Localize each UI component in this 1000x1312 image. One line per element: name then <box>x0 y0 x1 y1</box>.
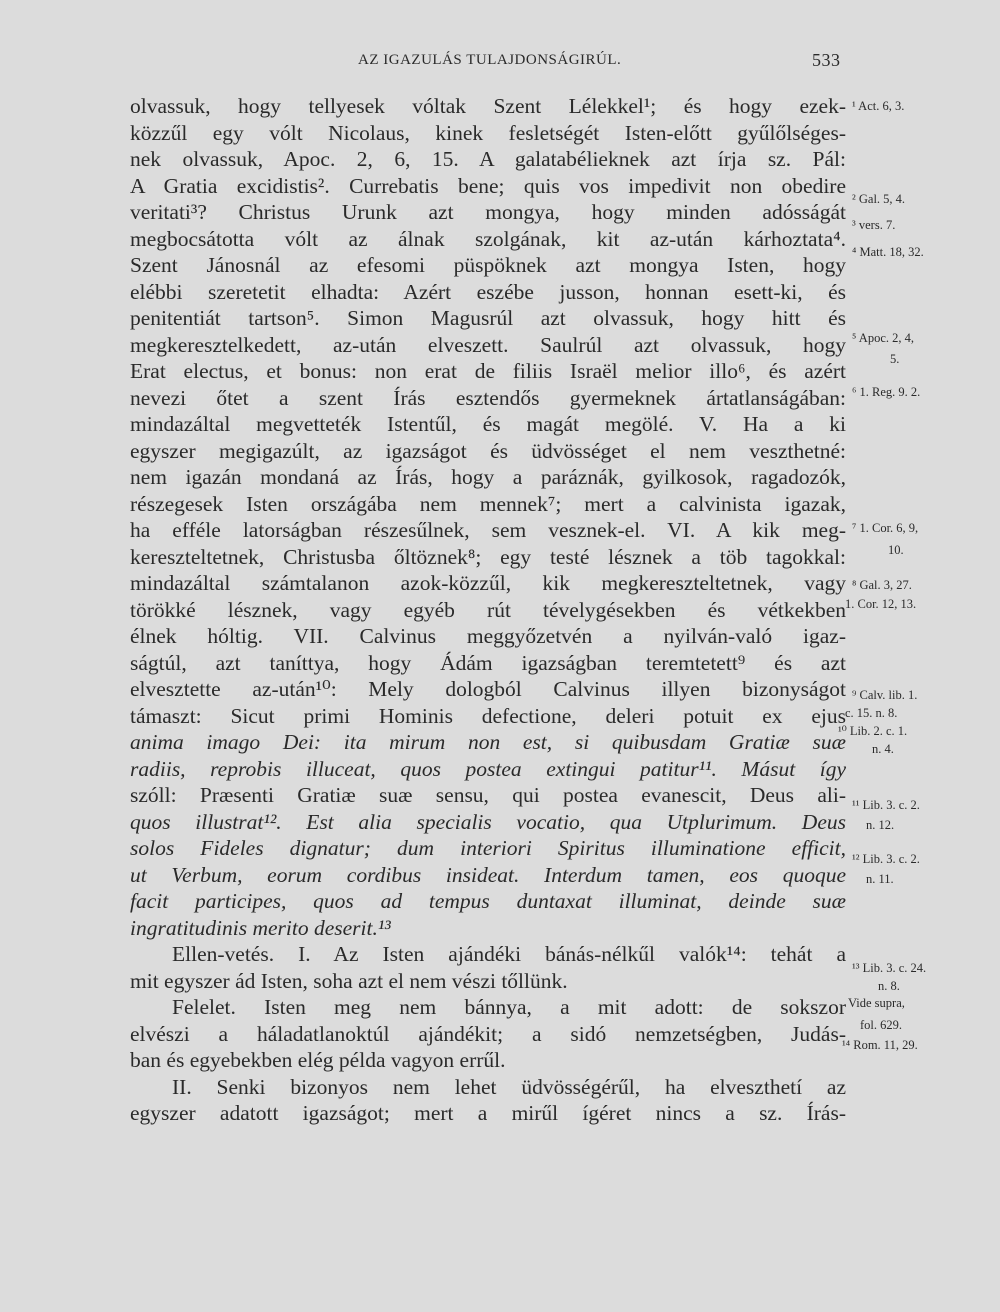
text-line: megbocsátotta vólt az álnak szolgának, kit az-után kárhoztata⁴. <box>130 226 846 251</box>
text-line: anima imago Dei: ita mirum non est, si quibusdam Gratiæ suæ <box>130 730 846 754</box>
margin-note: ³ vers. 7. <box>852 218 896 232</box>
page-number: 533 <box>812 50 841 70</box>
text-line: ban és egyebekben elég példa vagyon errűl. <box>130 1048 506 1072</box>
text-line: ut Verbum, eorum cordibus insideat. Interdum tamen, eos quoque <box>130 862 846 887</box>
running-header <box>0 46 1000 76</box>
text-line: solos Fideles dignatur; dum interiori Spiritus illuminatione efficit, <box>130 836 846 860</box>
text-line: facit participes, quos ad tempus duntaxat illuminat, deinde suæ <box>130 889 846 913</box>
text-line: egyszer adatott igazságot; mert a mirűl ígéret nincs a sz. Írás- <box>130 1101 846 1125</box>
margin-note: ⁹ Calv. lib. 1. <box>852 688 918 702</box>
text-line: támaszt: Sicut primi Hominis defectione, deleri potuit ex ejus <box>130 703 846 728</box>
margin-note: ¹³ Lib. 3. c. 24. <box>852 961 927 975</box>
margin-note: ¹⁰ Lib. 2. c. 1. <box>838 724 908 738</box>
text-line: II. Senki bizonyos nem lehet üdvösségérűl, ha elveszthetí az <box>172 1074 846 1099</box>
text-line: mit egyszer ád Isten, soha azt el nem vészi tőllünk. <box>130 968 568 993</box>
margin-note: ² Gal. 5, 4. <box>852 192 906 206</box>
margin-note: ⁴ Matt. 18, 32. <box>852 245 924 259</box>
margin-note: n. 8. <box>878 979 900 993</box>
text-line: megkeresztelkedett, az-után elveszett. Saulrúl azt olvassuk, hogy <box>130 332 846 357</box>
running-title: AZ IGAZULÁS TULAJDONSÁGIRÚL. <box>358 52 622 68</box>
text-line: A Gratia excidistis². Currebatis bene; quis vos impedivit non obedire <box>130 173 846 198</box>
text-line: élnek hóltig. VII. Calvinus meggyőzetvén a nyilván-való igaz- <box>130 624 846 648</box>
text-line: veritati³? Christus Urunk azt mongya, hogy minden adósságát <box>130 200 846 224</box>
body-text <box>130 93 846 1127</box>
text-line: elvesztette az-után¹⁰: Mely dologból Calvinus illyen bizonyságot <box>130 677 846 701</box>
text-line: nevezi őtet a szent Írás esztendős gyermeknek ártatlanságában: <box>130 385 846 410</box>
margin-note: ¹¹ Lib. 3. c. 2. <box>852 798 920 812</box>
margin-note: ¹⁴ Rom. 11, 29. <box>842 1038 918 1052</box>
margin-note: fol. 629. <box>860 1018 903 1032</box>
text-line: ságtúl, azt taníttya, hogy Ádám igazságban teremtetett⁹ és azt <box>130 650 846 675</box>
text-line: Felelet. Isten meg nem bánnya, a mit adott: de sokszor <box>172 995 846 1019</box>
margin-note: n. 11. <box>866 872 894 886</box>
text-line: ha efféle latorságban részesűlnek, sem vesznek-el. VI. A kik meg- <box>130 518 846 542</box>
text-line: Ellen-vetés. I. Az Isten ajándéki bánás-nélkűl valók¹⁴: tehát a <box>172 942 846 966</box>
text-line: részegesek Isten országába nem mennek⁷; mert a calvinista igazak, <box>130 491 846 516</box>
text-line: kereszteltetnek, Christusba őltöznek⁸; egy testé lésznek a töb tagokkal: <box>130 544 846 569</box>
text-line: törökké lésznek, vagy egyéb rút tévelygésekben és vétkekben <box>130 597 846 622</box>
text-line: szóll: Præsenti Gratiæ suæ sensu, qui postea evanescit, Deus ali- <box>130 783 846 807</box>
margin-note: ¹ Act. 6, 3. <box>852 99 905 113</box>
text-line: radiis, reprobis illuceat, quos postea extingui patitur¹¹. Másut így <box>130 756 846 781</box>
text-line: mindazáltal számtalanon azok-közzűl, kik megkereszteltetnek, vagy <box>130 571 846 595</box>
margin-note: Vide supra, <box>848 996 905 1010</box>
text-line: mindazáltal megvetteték Istentűl, és magát megölé. V. Ha a ki <box>130 412 846 436</box>
text-line: Szent Jánosnál az efesomi püspöknek azt mongya Isten, hogy <box>130 253 846 277</box>
margin-note: ⁷ 1. Cor. 6, 9, <box>852 521 919 535</box>
text-line: nem igazán mondaná az Írás, hogy a paráznák, gyilkosok, ragadozók, <box>130 465 846 489</box>
text-line: nek olvassuk, Apoc. 2, 6, 15. A galatabélieknek azt írja sz. Pál: <box>130 147 846 171</box>
text-line: penitentiát tartson⁵. Simon Magusrúl azt olvassuk, hogy hitt és <box>130 306 846 330</box>
margin-note: n. 12. <box>866 818 895 832</box>
margin-note: ⁶ 1. Reg. 9. 2. <box>852 385 921 399</box>
margin-note: ⁸ Gal. 3, 27. <box>852 578 912 592</box>
text-line: olvassuk, hogy tellyesek vóltak Szent Lélekkel¹; és hogy ezek- <box>130 94 846 118</box>
margin-note: 10. <box>888 543 904 557</box>
text-line: közzűl egy vólt Nicolaus, kinek fesletségét Isten-előtt gyűlőlséges- <box>130 120 846 145</box>
margin-note: 1. Cor. 12, 13. <box>845 597 917 611</box>
margin-note: 5. <box>890 352 900 366</box>
text-line: elvészi a háladatlanoktúl ajándékit; a sidó nemzetségben, Judás- <box>130 1021 846 1046</box>
margin-note: ⁵ Apoc. 2, 4, <box>852 331 914 345</box>
text-line: quos illustrat¹². Est alia specialis vocatio, qua Utplurimum. Deus <box>130 809 846 834</box>
margin-note: c. 15. n. 8. <box>845 706 898 720</box>
text-line: elébbi szeretetit elhadta: Azért eszébe jusson, honnan esett-ki, és <box>130 279 846 304</box>
margin-note: ¹² Lib. 3. c. 2. <box>852 852 920 866</box>
text-line: ingratitudinis merito deserit.¹³ <box>130 915 391 940</box>
text-line: Erat electus, et bonus: non erat de filiis Israël melior illo⁶, és azért <box>130 359 846 383</box>
text-line: egyszer megigazúlt, az igazságot és üdvösséget el nem veszthetné: <box>130 438 846 463</box>
margin-note: n. 4. <box>872 742 894 756</box>
